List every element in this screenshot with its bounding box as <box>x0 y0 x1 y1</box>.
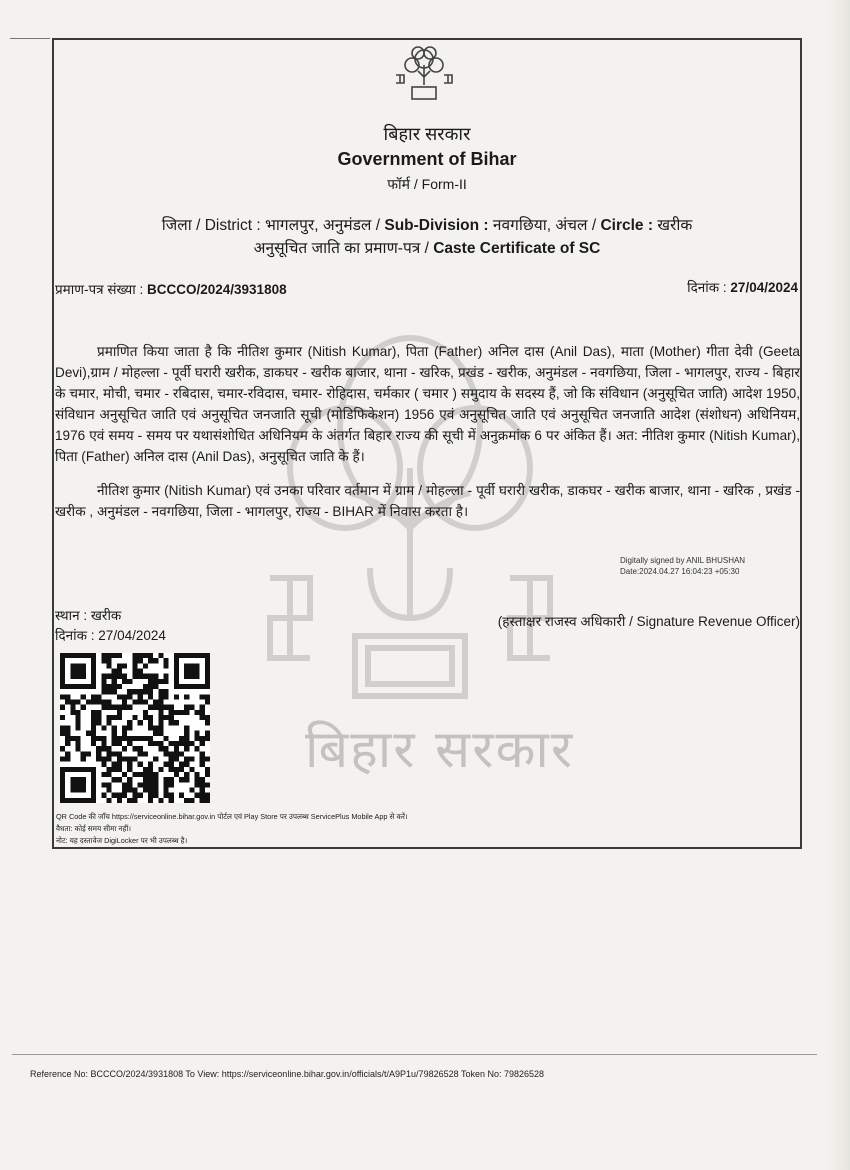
qr-code <box>60 653 210 803</box>
certificate-date-value: 27/04/2024 <box>730 280 798 295</box>
certification-paragraph: प्रमाणित किया जाता है कि नीतिश कुमार (Nitish Kumar), पिता (Father) अनिल दास (Anil Das), माता (Mother) गीता देवी (Geeta Devi),ग्राम / मोहल्ला - पूर्वी घरारी खरीक, डाकघर - खरीक बाजार, थाना - खरिक, प्रखंड - खरीक, अनुमंडल - नवगछिया, जिला - भागलपुर, राज्य - बिहार के चमार, मोची, चमार - रबिदास, चमार-रविदास, चमार- रोहिदास, चर्मकार ( चमार ) समुदाय के सदस्य हैं, जो कि संविधान (अनुसूचित जाति) आदेश 1950, संविधान अनुसूचित जाति एवं अनुसूचित जनजाति सूची (मोडिफिकेशन) 1956 एवं अनुसूचित जाति एवं अनुसूचित जनजाति आदेश (संशोधन) अधिनियम, 1976 एवं समय - समय पर यथासंशोधित अधिनियम के अंतर्गत बिहार राज्य की सूची में अनुक्रमांक 6 पर अंकित हैं। अत: नीतिश कुमार (Nitish Kumar), पिता (Father) अनिल दास (Anil Das), अनुसूचित जाति के हैं। <box>55 344 800 464</box>
place-label: स्थान : <box>55 608 88 623</box>
scan-edge-shadow <box>828 0 850 1170</box>
residence-paragraph: नीतिश कुमार (Nitish Kumar) एवं उनका परिवार वर्तमान में ग्राम / मोहल्ला - पूर्वी घरारी खरीक, डाकघर - खरीक बाजार, थाना - खरिक , प्रखंड - खरीक , अनुमंडल - नवगछिया, जिला - भागलपुर, राज्य - BIHAR में निवास करता है। <box>55 483 800 519</box>
district-line <box>52 213 802 235</box>
signature-label: (हस्ताक्षर राजस्व अधिकारी / Signature Revenue Officer) <box>497 614 800 629</box>
district-value: भागलपुर, <box>264 217 319 234</box>
certificate-number-label: प्रमाण-पत्र संख्या : <box>55 282 144 297</box>
subdivision-label-hindi: अनुमंडल / <box>322 217 381 234</box>
circle-label: Circle : <box>600 217 654 234</box>
subdivision-value: नवगछिया, <box>492 217 552 234</box>
caste-title-hindi: अनुसूचित जाति का प्रमाण-पत्र / <box>253 240 429 257</box>
circle-value: खरीक <box>657 217 693 234</box>
certificate-date-label: दिनांक : <box>687 280 727 295</box>
digilocker-note: नोट: यह दस्तावेज DigiLocker पर भी उपलब्ध है। <box>56 836 188 845</box>
issue-date <box>55 626 166 644</box>
place-value: खरीक <box>90 608 122 623</box>
government-title: Government of Bihar <box>337 149 517 169</box>
caste-title: Caste Certificate of SC <box>433 240 601 257</box>
issue-date-label: दिनांक : <box>55 628 95 643</box>
district-label: जिला / District : <box>161 217 261 234</box>
hindi-title: बिहार सरकार <box>383 124 471 144</box>
issue-date-value: 27/04/2024 <box>98 628 166 643</box>
footer-reference: Reference No: BCCCO/2024/3931808 To View: https://serviceonline.bihar.gov.in/officials/t/A9P1u/79826528 Token No: 79826528 <box>30 1069 545 1079</box>
digital-signature <box>620 555 745 577</box>
qr-notes <box>56 811 408 847</box>
validity-note: वैधता: कोई समय सीमा नहीं। <box>56 824 131 833</box>
digital-signature-signer: Digitally signed by ANIL BHUSHAN <box>620 556 746 565</box>
subdivision-label: Sub-Division : <box>384 217 489 234</box>
caste-line <box>52 236 802 258</box>
form-label: फॉर्म / Form-II <box>387 176 467 192</box>
certificate-number-value: BCCCO/2024/3931808 <box>147 282 287 297</box>
digital-signature-date: Date:2024.04.27 16:04:23 +05:30 <box>620 567 740 576</box>
watermark-text: बिहार सरकार <box>305 720 575 780</box>
bihar-emblem-icon <box>388 45 460 103</box>
certificate-date <box>687 278 798 296</box>
footer-divider <box>12 1054 817 1055</box>
certificate-number <box>55 280 287 298</box>
place <box>55 606 121 624</box>
circle-label-hindi: अंचल / <box>555 217 597 234</box>
scan-edge-mark <box>10 38 50 39</box>
qr-verify-note: QR Code की जाँच https://serviceonline.bihar.gov.in पोर्टल एवं Play Store पर उपलब्ध ServicePlus Mobile App से करें। <box>56 812 408 821</box>
